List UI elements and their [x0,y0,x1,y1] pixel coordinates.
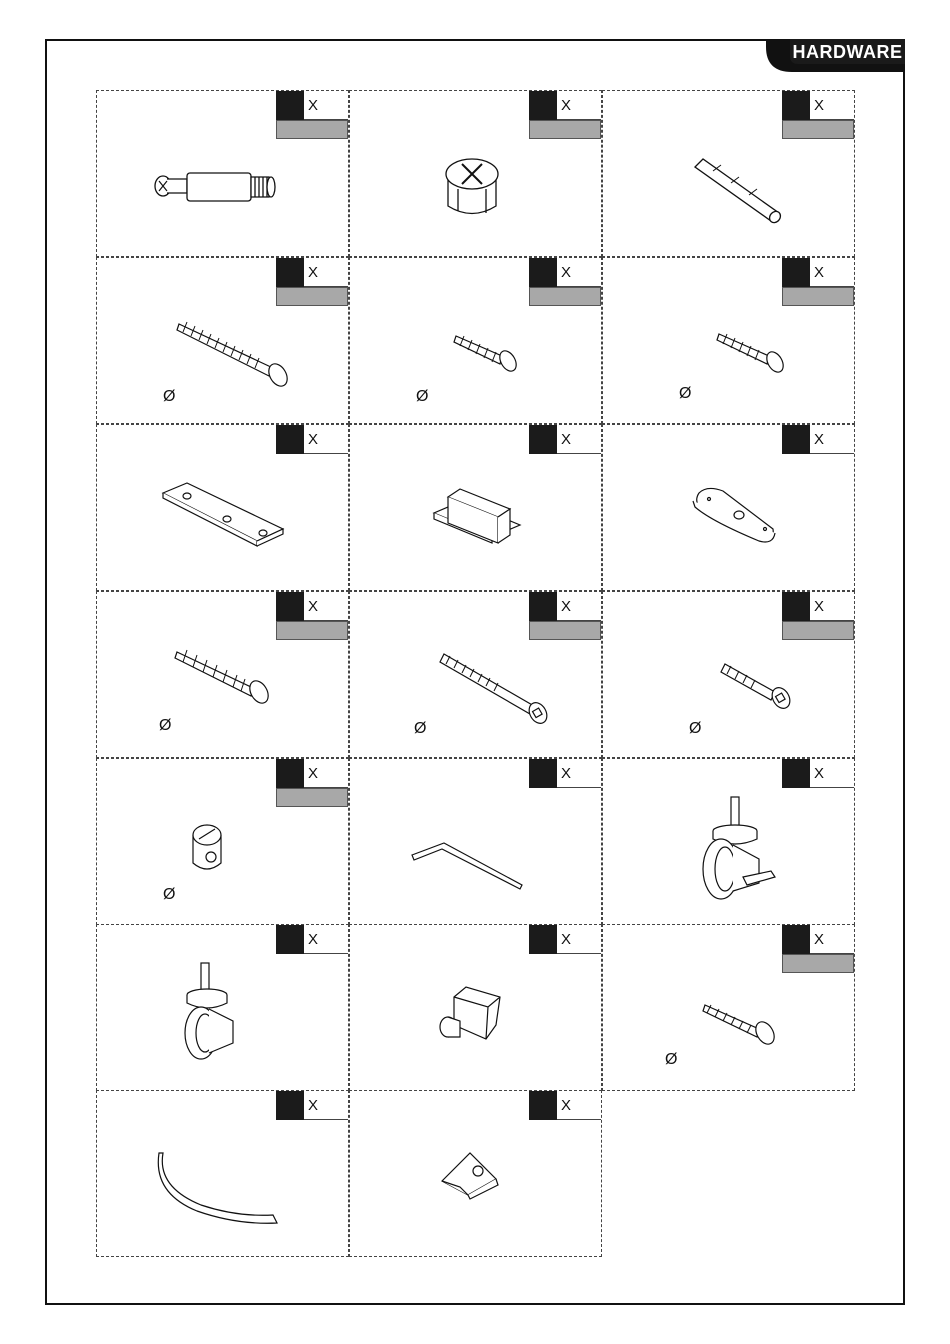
diameter-label: Ø [665,1051,678,1068]
hardware-cell-shelf-support [349,924,602,1091]
wood-screw-icon [97,592,350,759]
quantity-label: X [557,258,601,287]
quantity-label: X [557,91,601,120]
cam-bolt-icon [97,91,350,258]
short-screw-icon [350,258,603,425]
hardware-cell-mounting-plate [96,424,349,591]
shelf-support-icon [350,925,603,1092]
locking-caster-icon [603,759,856,926]
machine-screw-icon [603,925,856,1092]
long-bolt-icon [350,592,603,759]
quantity-label: X [304,425,348,454]
hardware-cell-handle [96,1090,349,1257]
hardware-cell-allen-key [349,758,602,925]
hardware-cell-machine-screw [602,924,855,1091]
diameter-label: Ø [163,388,176,405]
dowel-icon [603,91,856,258]
caster-icon [97,925,350,1092]
long-screw-icon [97,258,350,425]
hardware-cell-short-screw-a [349,257,602,424]
quantity-label: X [304,258,348,287]
hardware-cell-cam-lock [349,90,602,257]
hardware-cell-catch-plate [602,424,855,591]
quantity-label: X [810,258,854,287]
hardware-cell-long-hex-bolt [349,591,602,758]
hardware-cell-long-screw [96,257,349,424]
allen-key-icon [350,759,603,926]
corner-bracket-icon [350,1091,603,1258]
quantity-label: X [810,759,854,788]
quantity-label: X [557,759,601,788]
hardware-cell-short-screw-b [602,257,855,424]
hardware-cell-wooden-dowel [602,90,855,257]
hardware-cell-locking-caster [602,758,855,925]
diameter-label: Ø [679,385,692,402]
quantity-label: X [304,91,348,120]
hardware-cell-barrel-nut [96,758,349,925]
section-title: HARDWARE [792,42,903,62]
diameter-label: Ø [414,720,427,737]
quantity-label: X [810,91,854,120]
quantity-label: X [557,1091,601,1120]
quantity-label: X [557,425,601,454]
quantity-label: X [304,759,348,788]
quantity-label: X [557,925,601,954]
handle-icon [97,1091,350,1258]
hardware-cell-magnetic-catch [349,424,602,591]
quantity-label: X [304,1091,348,1120]
hardware-cell-wood-screw [96,591,349,758]
hardware-cell-corner-bracket [349,1090,602,1257]
cam-lock-icon [350,91,603,258]
quantity-label: X [810,925,854,954]
quantity-label: X [304,592,348,621]
hardware-cell-cam-bolt [96,90,349,257]
quantity-label: X [810,425,854,454]
quantity-label: X [557,592,601,621]
barrel-nut-icon [97,759,350,926]
diameter-label: Ø [163,886,176,903]
short-screw-icon [603,258,856,425]
diameter-label: Ø [689,720,702,737]
magnetic-catch-icon [350,425,603,592]
quantity-label: X [304,925,348,954]
diameter-label: Ø [416,388,429,405]
hardware-cell-caster [96,924,349,1091]
quantity-label: X [810,592,854,621]
catch-plate-icon [603,425,856,592]
hardware-cell-short-hex-bolt [602,591,855,758]
mounting-plate-icon [97,425,350,592]
diameter-label: Ø [159,717,172,734]
short-bolt-icon [603,592,856,759]
